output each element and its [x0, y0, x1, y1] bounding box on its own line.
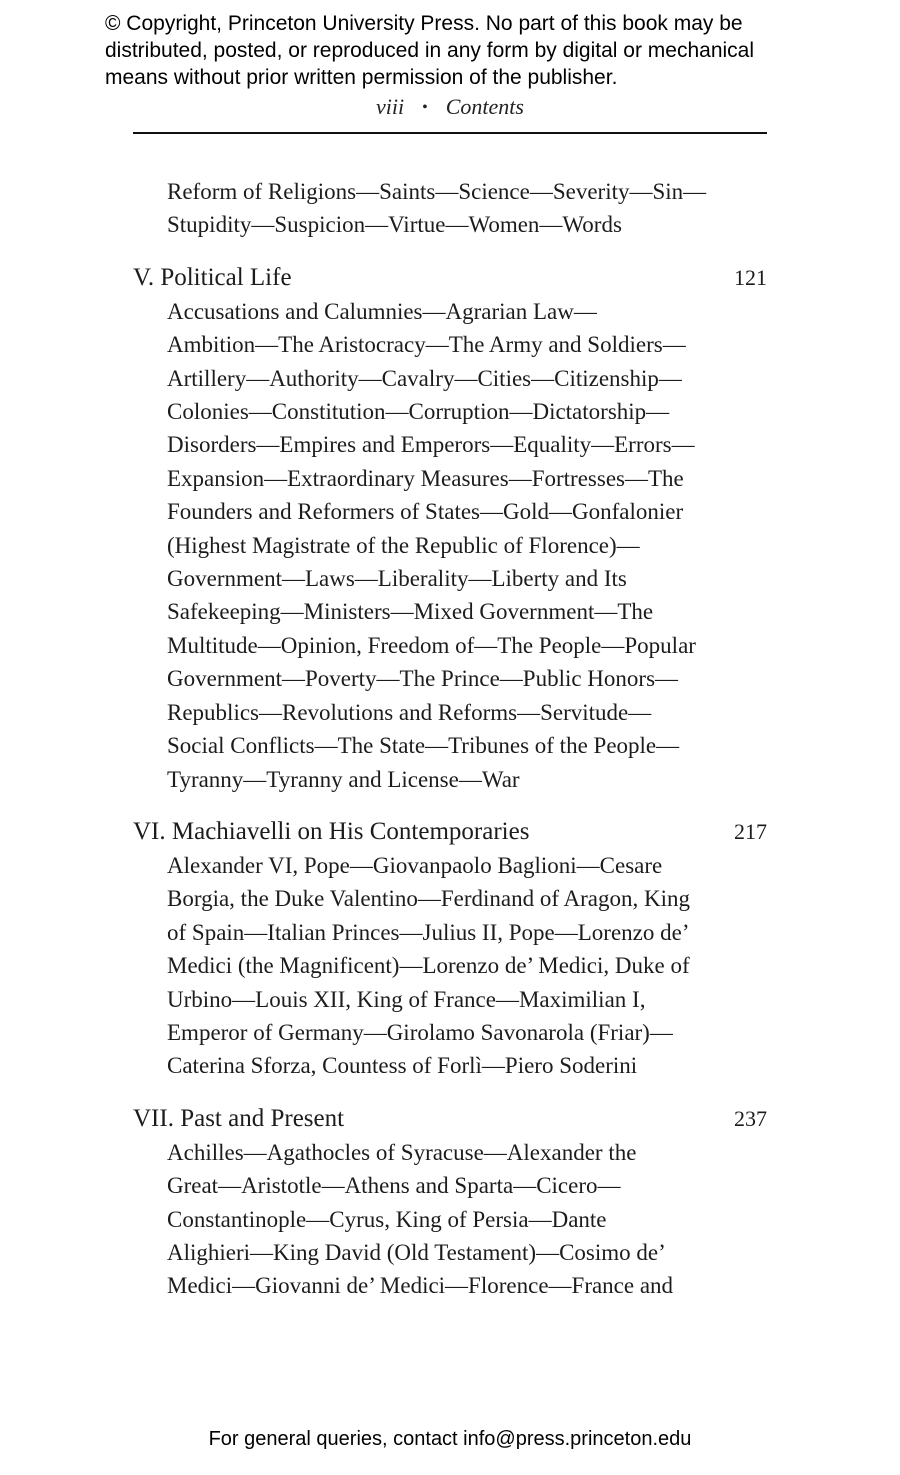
toc-entry-line: Government—Laws—Liberality—Liberty and Its — [167, 566, 627, 592]
toc-section — [133, 175, 773, 242]
toc-section-heading[interactable] — [133, 815, 767, 849]
bullet-separator: • — [422, 99, 428, 116]
section-title: V. Political Life — [133, 263, 292, 291]
toc-entry-line: Social Conflicts—The State—Tribunes of the People— — [167, 733, 680, 759]
toc-entry-line: Achilles—Agathocles of Syracuse—Alexander the — [167, 1139, 637, 1165]
toc-entry-line: Alighieri—King David (Old Testament)—Cosimo de’ — [167, 1239, 666, 1265]
running-head — [133, 94, 767, 124]
toc-entry-line: Great—Aristotle—Athens and Sparta—Cicero— — [167, 1173, 621, 1199]
copyright-line: means without prior written permission of the publisher. — [105, 66, 618, 89]
section-title: VII. Past and Present — [133, 1104, 345, 1132]
toc-section — [133, 1102, 773, 1303]
toc-entry-line: Emperor of Germany—Girolamo Savonarola (Friar)— — [167, 1019, 673, 1045]
header-rule — [133, 132, 767, 134]
section-page-number: 121 — [734, 264, 767, 290]
toc-entry-line: Multitude—Opinion, Freedom of—The People—Popular — [167, 632, 696, 658]
toc-entry-line: Reform of Religions—Saints—Science—Severity—Sin— — [167, 179, 707, 204]
running-head-title: Contents — [445, 94, 524, 119]
toc-entry-line: Expansion—Extraordinary Measures—Fortresses—The — [167, 465, 684, 491]
toc-entry-line: Stupidity—Suspicion—Virtue—Women—Words — [167, 212, 622, 238]
toc-entry-line: Republics—Revolutions and Reforms—Servitude— — [167, 699, 652, 725]
toc-entry-line: Tyranny—Tyranny and License—War — [167, 766, 520, 792]
section-page-number: 217 — [734, 818, 767, 844]
toc-section-heading[interactable] — [133, 1102, 767, 1136]
toc-section — [133, 815, 773, 1083]
toc-entry-line: Safekeeping—Ministers—Mixed Government—The — [167, 599, 654, 625]
toc-entry-line: Medici (the Magnificent)—Lorenzo de’ Medici, Duke of — [167, 953, 690, 979]
toc-entry-line: (Highest Magistrate of the Republic of Florence)— — [167, 532, 640, 558]
contents-list — [133, 175, 773, 1322]
toc-entry-line: Constantinople—Cyrus, King of Persia—Dante — [167, 1206, 607, 1232]
toc-entry-line: Government—Poverty—The Prince—Public Honors— — [167, 666, 679, 692]
toc-entry-line: Colonies—Constitution—Corruption—Dictatorship— — [167, 399, 670, 425]
toc-entry-line: Disorders—Empires and Emperors—Equality—Errors— — [167, 432, 695, 458]
toc-entry-line: Alexander VI, Pope—Giovanpaolo Baglioni—Cesare — [167, 852, 663, 878]
toc-entry-line: Founders and Reformers of States—Gold—Gonfalonier — [167, 499, 684, 525]
toc-entry-line: Medici—Giovanni de’ Medici—Florence—France and — [167, 1273, 674, 1299]
toc-section-heading[interactable] — [133, 261, 767, 295]
toc-entry-line: of Spain—Italian Princes—Julius II, Pope—Lorenzo de’ — [167, 919, 690, 945]
toc-section — [133, 261, 773, 796]
toc-entry-line: Urbino—Louis XII, King of France—Maximilian I, — [167, 986, 646, 1012]
toc-entry-line: Accusations and Calumnies—Agrarian Law— — [167, 298, 597, 324]
toc-entry-line: Ambition—The Aristocracy—The Army and Soldiers— — [167, 332, 686, 358]
footer-contact: For general queries, contact info@press.princeton.edu — [208, 1428, 692, 1450]
toc-entry-line: Caterina Sforza, Countess of Forlì—Piero Soderini — [167, 1053, 638, 1079]
toc-entry-line: Artillery—Authority—Cavalry—Cities—Citizenship— — [167, 365, 682, 391]
copyright-line: distributed, posted, or reproduced in any form by digital or mechanical — [105, 39, 755, 62]
page-folio: viii — [376, 94, 405, 119]
toc-entry-line: Borgia, the Duke Valentino—Ferdinand of Aragon, King — [167, 886, 690, 912]
copyright-line: © Copyright, Princeton University Press. No part of this book may be — [105, 12, 743, 35]
copyright-notice — [105, 10, 865, 91]
section-page-number: 237 — [734, 1105, 767, 1131]
section-title: VI. Machiavelli on His Contemporaries — [133, 817, 530, 845]
